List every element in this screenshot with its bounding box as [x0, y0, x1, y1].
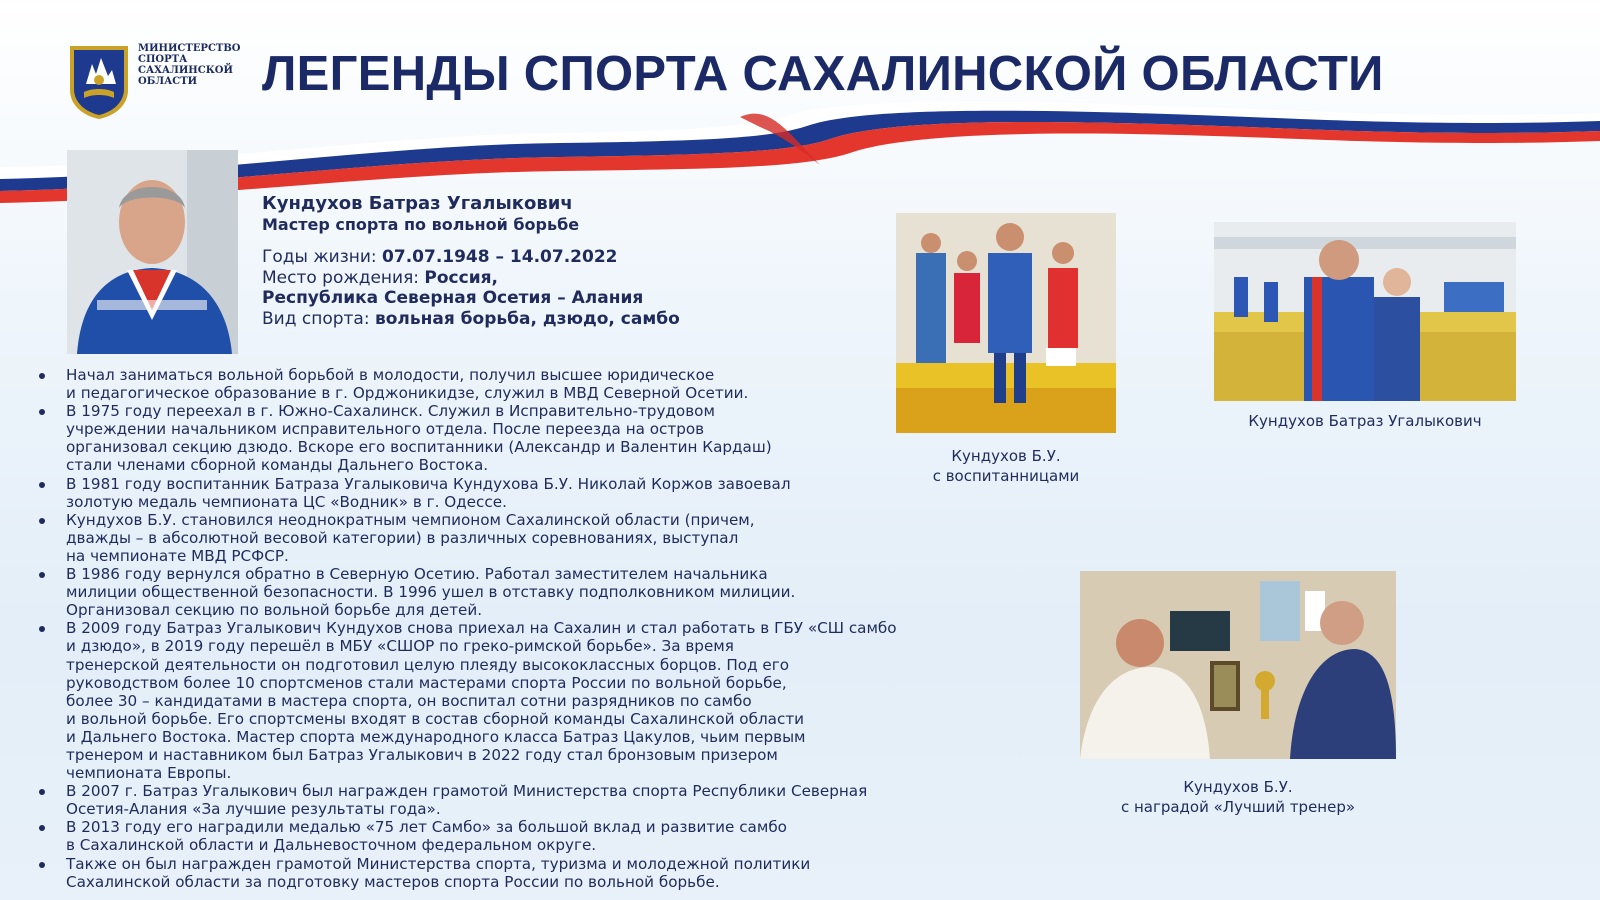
caption-award: Кундухов Б.У. с наградой «Лучший тренер»: [1120, 778, 1356, 816]
sport-value: вольная борьба, дзюдо, самбо: [374, 308, 680, 329]
person-title: Мастер спорта по вольной борьбе: [262, 215, 580, 234]
years-value: 07.07.1948 – 14.07.2022: [382, 247, 618, 267]
list-item: В 2013 году его наградили медалью «75 лет Самбо» за большой вклад и развитие самбо в Сахалинской области и Дальневосточном федеральном округе.: [34, 818, 974, 854]
list-item: В 2007 г. Батраз Угалыкович был награжден грамотой Министерства спорта Республики Северная Осетия-Алания «За лучшие результаты года».: [34, 782, 974, 818]
years-line: [262, 247, 882, 268]
birthplace-value-2: Республика Северная Осетия – Алания: [262, 288, 644, 308]
ministry-line: СПОРТА: [138, 54, 188, 65]
birthplace-line: [262, 268, 882, 289]
sport-line: [262, 309, 882, 330]
ministry-name: [138, 43, 248, 87]
ministry-line: САХАЛИНСКОЙ: [138, 65, 233, 76]
caption-boy: Кундухов Батраз Угалыкович: [1248, 412, 1482, 430]
list-item: В 1975 году переехал в г. Южно-Сахалинск. Служил в Исправительно-трудовом учреждении начальником исправительного отдела. После переезда на остров организовал секцию дзюдо. Вскоре его воспитанники (Александр и Валентин Кардаш) стали членами сборной команды Дальнего Востока.: [34, 402, 974, 474]
list-item: В 1981 году воспитанник Батраза Угалыковича Кундухова Б.У. Николай Коржов завоевал золотую медаль чемпионата ЦС «Водник» в г. Одессе.: [34, 475, 974, 511]
list-item: В 1986 году вернулся обратно в Северную Осетию. Работал заместителем начальника милиции общественной безопасности. В 1996 ушел в отставку подполковником милиции. Организовал секцию по вольной борьбе для детей.: [34, 565, 974, 619]
biography-list: [34, 366, 974, 891]
birthplace-value: Россия,: [424, 267, 498, 288]
page-title: ЛЕГЕНДЫ СПОРТА САХАЛИНСКОЙ ОБЛАСТИ: [262, 47, 1384, 101]
caption-students: Кундухов Б.У. с воспитанницами: [932, 447, 1080, 485]
list-item: Кундухов Б.У. становился неоднократным чемпионом Сахалинской области (причем, дважды – в абсолютной весовой категории) в различных соревнованиях, выступал на чемпионате МВД РСФСР.: [34, 511, 974, 565]
tricolor-ribbon: [0, 95, 1600, 205]
photo-with-boy: [1214, 222, 1516, 401]
years-label: Годы жизни:: [262, 247, 383, 267]
birthplace-label: Место рождения:: [262, 267, 425, 288]
list-item: Также он был награжден грамотой Министерства спорта, туризма и молодежной политики Сахалинской области за подготовку мастеров спорта России по вольной борьбе.: [34, 855, 974, 891]
ministry-line: ОБЛАСТИ: [138, 76, 198, 87]
person-name: Кундухов Батраз Угалыкович: [262, 193, 573, 214]
birthplace-line-2: [262, 288, 882, 309]
list-item: В 2009 году Батраз Угалыкович Кундухов снова приехал на Сахалин и стал работать в ГБУ «СШ самбо и дзюдо», в 2019 году перешёл в МБУ «СШОР по греко-римской борьбе». За время тренерской деятельности он подготовил целую плеяду высококлассных борцов. Под его руководством более 10 спортсменов стали мастерами спорта России по вольной борьбе, более 30 – кандидатами в мастера спорта, он воспитал сотни разрядников по самбо и вольной борьбе. Его спортсмены входят в состав сборной команды Сахалинской области и Дальнего Востока. Мастер спорта международного класса Батраз Цакулов, чьим первым тренером и наставником был Батраз Угалыкович в 2022 году стал бронзовым призером чемпионата Европы.: [34, 619, 974, 782]
list-item: Начал заниматься вольной борьбой в молодости, получил высшее юридическое и педагогическое образование в г. Орджоникидзе, служил в МВД Северной Осетии.: [34, 366, 974, 402]
sakhalin-coat-of-arms-icon: [68, 44, 130, 120]
photo-with-students: [896, 213, 1116, 433]
photo-award: [1080, 571, 1396, 759]
sport-label: Вид спорта:: [262, 308, 375, 329]
ministry-line: МИНИСТЕРСТВО: [138, 43, 241, 54]
person-info: [262, 193, 882, 329]
portrait-photo: [67, 150, 238, 354]
